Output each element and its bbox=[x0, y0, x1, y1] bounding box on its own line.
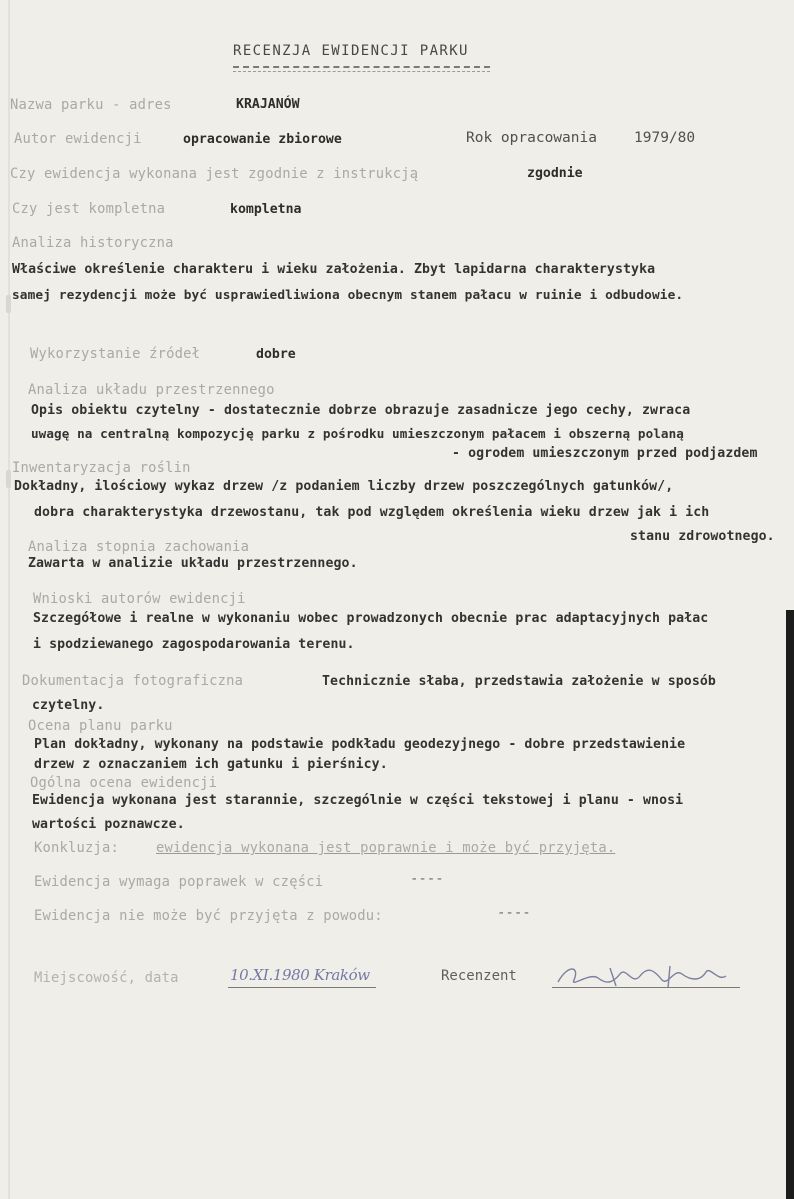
conclusion-label: Konkluzja: bbox=[34, 840, 120, 856]
reviewer-label: Recenzent bbox=[441, 968, 517, 984]
compliance-label: Czy ewidencja wykonana jest zgodnie z instrukcją bbox=[10, 166, 419, 182]
document-title: RECENZJA EWIDENCJI PARKU bbox=[233, 43, 469, 59]
overall-line: wartości poznawcze. bbox=[32, 817, 185, 832]
plants-line: stanu zdrowotnego. bbox=[630, 529, 775, 544]
compliance-value: zgodnie bbox=[527, 166, 583, 181]
punch-mark bbox=[6, 470, 11, 488]
historical-line: Właściwe określenie charakteru i wieku założenia. Zbyt lapidarna charakterystyka bbox=[12, 262, 656, 277]
place-date-value: 10.XI.1980 Kraków bbox=[230, 966, 370, 984]
spatial-line: Opis obiektu czytelny - dostatecznie dobrze obrazuje zasadnicze jego cechy, zwraca bbox=[31, 403, 691, 418]
signature-underline bbox=[552, 987, 740, 988]
conclusion-text: ewidencja wykonana jest poprawnie i może być przyjęta. bbox=[156, 840, 616, 856]
year-value: 1979/80 bbox=[634, 130, 696, 146]
punch-mark bbox=[6, 295, 11, 313]
conclusions-label: Wnioski autorów ewidencji bbox=[33, 591, 246, 607]
preservation-label: Analiza stopnia zachowania bbox=[28, 539, 250, 555]
author-label: Autor ewidencji bbox=[14, 131, 142, 147]
author-value: opracowanie zbiorowe bbox=[183, 132, 342, 147]
park-name-label: Nazwa parku - adres bbox=[10, 97, 172, 113]
year-label: Rok opracowania bbox=[466, 130, 597, 146]
spatial-line: uwagę na centralną kompozycję parku z pośrodku umieszczonym pałacem i obszerną polaną bbox=[31, 426, 684, 441]
plants-line: dobra charakterystyka drzewostanu, tak pod względem określenia wieku drzew jak i ich bbox=[34, 505, 710, 520]
overall-line: Ewidencja wykonana jest starannie, szczególnie w części tekstowej i planu - wnosi bbox=[32, 793, 684, 808]
plants-line: Dokładny, ilościowy wykaz drzew /z podaniem liczby drzew poszczególnych gatunków/, bbox=[14, 479, 674, 494]
plan-label: Ocena planu parku bbox=[28, 718, 173, 734]
historical-label: Analiza historyczna bbox=[12, 235, 174, 251]
scan-edge bbox=[786, 610, 794, 1199]
conclusions-line: Szczegółowe i realne w wykonaniu wobec prowadzonych obecnie prac adaptacyjnych pałac bbox=[33, 611, 709, 626]
rejected-value: ---- bbox=[497, 905, 531, 921]
plan-line: drzew z oznaczaniem ich gatunku i pierśnicy. bbox=[34, 757, 388, 772]
spatial-label: Analiza układu przestrzennego bbox=[28, 382, 275, 398]
plants-label: Inwentaryzacja roślin bbox=[12, 460, 191, 476]
spatial-line: - ogrodem umieszczonym przed podjazdem bbox=[452, 446, 758, 461]
partial-label: Ewidencja wymaga poprawek w części bbox=[34, 874, 324, 890]
sources-value: dobre bbox=[256, 347, 296, 362]
title-underline bbox=[233, 66, 490, 72]
historical-line: samej rezydencji może być usprawiedliwiona obecnym stanem pałacu w ruinie i odbudowie. bbox=[12, 288, 684, 303]
complete-value: kompletna bbox=[230, 202, 302, 217]
photo-label: Dokumentacja fotograficzna bbox=[22, 673, 244, 689]
photo-line: czytelny. bbox=[32, 698, 105, 713]
complete-label: Czy jest kompletna bbox=[12, 201, 166, 217]
photo-line: Technicznie słaba, przedstawia założenie w sposób bbox=[322, 674, 716, 689]
date-underline bbox=[228, 987, 376, 988]
partial-value: ---- bbox=[410, 871, 444, 887]
overall-label: Ogólna ocena ewidencji bbox=[30, 775, 218, 791]
park-name-value: KRAJANÓW bbox=[236, 97, 300, 112]
place-date-label: Miejscowość, data bbox=[34, 970, 179, 986]
conclusions-line: i spodziewanego zagospodarowania terenu. bbox=[33, 637, 355, 652]
sources-label: Wykorzystanie źródeł bbox=[30, 346, 201, 362]
rejected-label: Ewidencja nie może być przyjęta z powodu: bbox=[34, 908, 383, 924]
plan-line: Plan dokładny, wykonany na podstawie podkładu geodezyjnego - dobre przedstawienie bbox=[34, 737, 686, 752]
preservation-line: Zawarta w analizie układu przestrzennego. bbox=[28, 556, 358, 571]
